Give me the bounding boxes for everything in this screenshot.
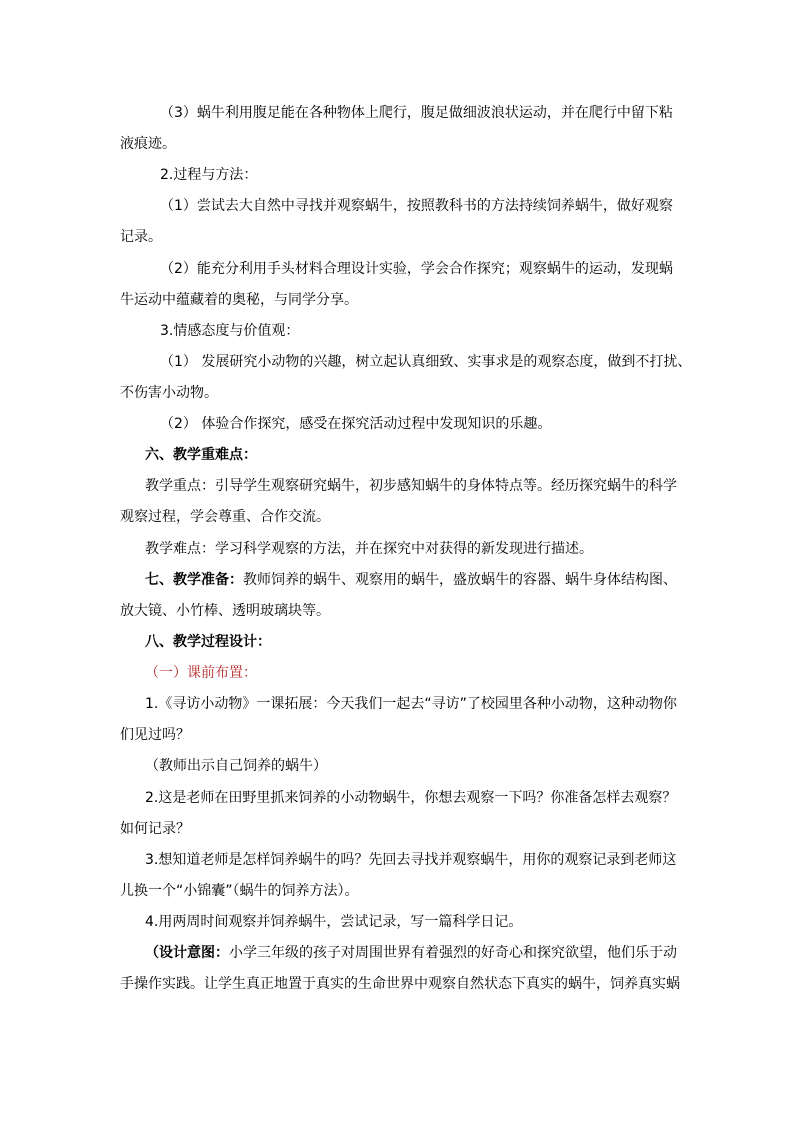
text-line: 2.过程与方法： (160, 167, 258, 183)
text-line: 手操作实践。让学生真正地置于真实的生命世界中观察自然状态下真实的蜗牛，饲养真实蜗 (120, 976, 680, 992)
text-line: （教师出示自己饲养的蜗牛） (145, 758, 327, 774)
section-heading: 七、教学准备： (145, 572, 243, 588)
text-line: 观察过程，学会尊重、合作交流。 (120, 509, 330, 525)
design-intent-label: （设计意图： (145, 945, 229, 961)
section-heading: 八、教学过程设计： (145, 634, 271, 650)
section-heading: 六、教学重难点： (145, 447, 257, 463)
text-line: 们见过吗？ (120, 727, 190, 743)
text-line: 不伤害小动物。 (120, 385, 218, 401)
text-line: （1）尝试去大自然中寻找并观察蜗牛，按照教科书的方法持续饲养蜗牛，做好观察 (160, 198, 673, 214)
text-line: 4.用两周时间观察并饲养蜗牛，尝试记录，写一篇科学日记。 (145, 914, 523, 930)
text-line: 记录。 (120, 229, 162, 245)
text-span: 小学三年级的孩子对周围世界有着强烈的好奇心和探究欲望，他们乐于动 (229, 945, 677, 961)
text-line: 教学难点：学习科学观察的方法，并在探究中对获得的新发现进行描述。 (145, 541, 593, 557)
subsection-heading: （一）课前布置： (145, 665, 257, 681)
text-line: （2）能充分利用手头材料合理设计实验，学会合作探究；观察蜗牛的运动，发现蜗 (160, 261, 673, 277)
text-line: 1.《寻访小动物》一课拓展：今天我们一起去“寻访”了校园里各种小动物，这种动物你 (145, 696, 677, 712)
text-span: 教师饲养的蜗牛、观察用的蜗牛，盛放蜗牛的容器、蜗牛身体结构图、 (243, 572, 677, 588)
text-line: 教学重点：引导学生观察研究蜗牛，初步感知蜗牛的身体特点等。经历探究蜗牛的科学 (145, 478, 677, 494)
text-line: 如何记录？ (120, 821, 190, 837)
text-line: 牛运动中蕴藏着的奥秘，与同学分享。 (120, 292, 358, 308)
text-line-with-heading (145, 571, 677, 589)
text-line-with-heading (145, 944, 677, 962)
text-line: 液痕迹。 (120, 136, 176, 152)
text-line: 2.这是老师在田野里抓来饲养的小动物蜗牛，你想去观察一下吗？你准备怎样去观察？ (145, 790, 677, 806)
text-line: 儿换一个“小锦囊”（蜗牛的饲养方法）。 (120, 883, 359, 899)
text-line: （3）蜗牛利用腹足能在各种物体上爬行，腹足做细波浪状运动，并在爬行中留下粘 (160, 105, 673, 121)
text-line: 放大镜、小竹棒、透明玻璃块等。 (120, 603, 330, 619)
text-line: 3.情感态度与价值观： (160, 323, 300, 339)
text-line: （2） 体验合作探究，感受在探究活动过程中发现知识的乐趣。 (160, 416, 552, 432)
text-line: 3.想知道老师是怎样饲养蜗牛的吗？先回去寻找并观察蜗牛，用你的观察记录到老师这 (145, 852, 677, 868)
text-line: （1） 发展研究小动物的兴趣，树立起认真细致、实事求是的观察态度，做到不打扰、 (160, 354, 692, 370)
